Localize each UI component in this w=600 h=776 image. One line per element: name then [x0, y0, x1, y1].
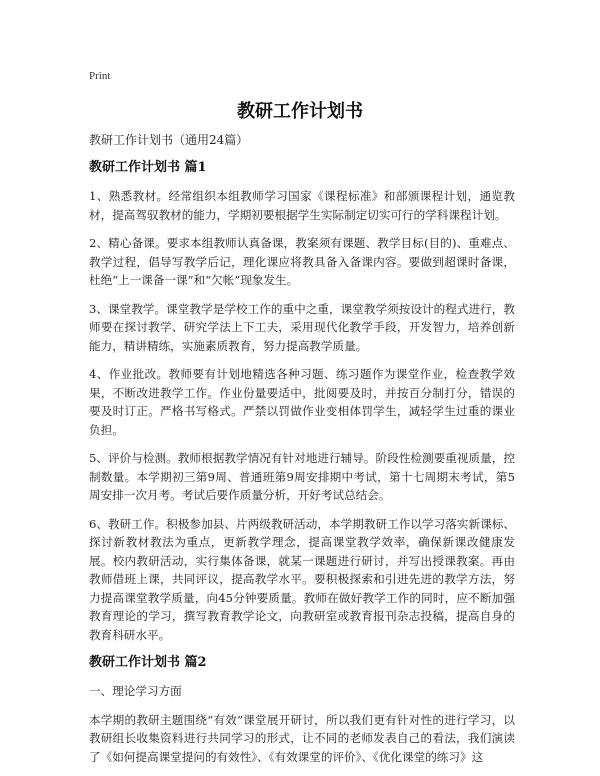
- paragraph: 4、作业批改。教师要有计划地精选各种习题、练习题作为课堂作业，检查教学效果，不断改进教学工作。作业份量要适中，批阅要及时，并按百分制打分，错误的要及时订正。严格书写格式。严禁以罚做作业变相体罚学生，减轻学生过重的课业负担。: [89, 367, 515, 437]
- paragraph: 6、教研工作。积极参加县、片两级教研活动，本学期教研工作以学习落实新课标、探讨新教材教法为重点，更新教学理念，提高课堂教学效率，确保新课改健康发展。校内教研活动，实行集体备课，就某一课题进行研讨，并写出授课教案。再由教师借班上课，共同评议，提高教学水平。要积极探索和引进先进的教学方法，努力提高课堂教学质量，向45分钟要质量。教师在做好教学工作的同时，应不断加强教育理论的学习，撰写教育教学论文，向教研室或教育报刊杂志投稿，提高自身的教育科研水平。: [89, 516, 515, 642]
- paragraph: 5、评价与检测。教师根据教学情况有针对地进行辅导。阶段性检测要重视质量，控制数量。本学期初三第9周、普通班第9周安排期中考试，第十七周期末考试，第5周安排一次月考。考试后要作质量分析，开好考试总结会。: [89, 451, 515, 502]
- document-body: [89, 131, 515, 776]
- paragraph: 2、精心备课。要求本组教师认真备课，教案须有课题、教学目标(目的)、重难点、教学过程，倡导写教学后记，理化课应将教具备入备课内容。要做到超课时备课，杜绝“上一课备一课”和“欠帐”现象发生。: [89, 236, 515, 287]
- print-link[interactable]: Print: [89, 70, 111, 82]
- section-heading-2: 教研工作计划书 篇2: [89, 655, 207, 670]
- section-heading-1: 教研工作计划书 篇1: [89, 160, 207, 175]
- paragraph: 一、理论学习方面: [89, 684, 182, 698]
- document-subtitle: 教研工作计划书（通用24篇）: [89, 133, 249, 147]
- paragraph: 本学期的教研主题围绕“有效”课堂展开研讨，所以我们更有针对性的进行学习，以教研组长收集资料进行共同学习的形式，让不同的老师发表自己的看法，我们演读了《如何提高课堂提问的有效性》、《有效课堂的评价》、《优化课堂的练习》这: [89, 712, 515, 764]
- paragraph: 3、课堂教学。课堂教学是学校工作的重中之重，课堂教学须按设计的程式进行，教师要在探讨教学、研究学法上下工夫，采用现代化教学手段，开发智力，培养创新能力，精讲精练，实施素质教育，努力提高教学质量。: [89, 301, 515, 353]
- paragraph: 1、熟悉教材。经常组织本组教师学习国家《课程标准》和部颁课程计划，通览教材，提高驾驭教材的能力，学期初要根据学生实际制定切实可行的学科课程计划。: [89, 189, 515, 222]
- page-title: 教研工作计划书: [237, 101, 363, 122]
